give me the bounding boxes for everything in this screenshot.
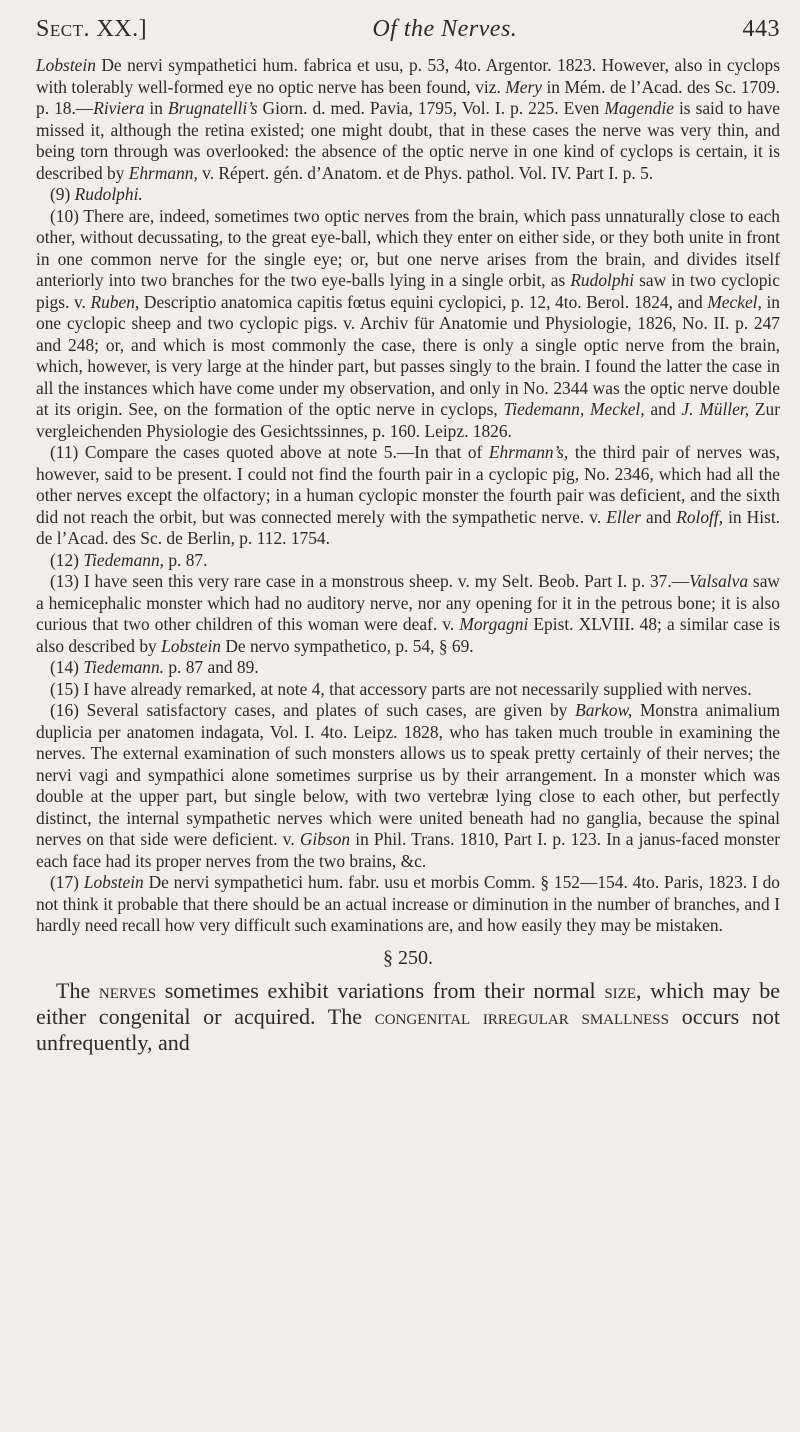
note-16: (16) Several satisfactory cases, and plates of such cases, are given by Barkow, Monstra animalium duplicia per anatomen indagata, Vol. I. 4to. Leipz. 1828, who has taken much trouble in examining the nerves. The external examination of such monsters allows us to speak pretty certainly of their nerves; the nervi vagi and sympathici alone sometimes surprise us by their arrangement. In a monster which was double at the upper part, but single below, with two vertebræ lying close to each other, but perfectly distinct, the internal sympathetic nerves which were united beneath had no ganglia, because the spinal nerves on that side were deficient. v. Gibson in Phil. Trans. 1810, Part I. p. 123. In a janus-faced monster each face had its proper nerves from the two brains, &c. xyxy=(36,700,781,871)
note-10: (10) There are, indeed, sometimes two optic nerves from the brain, which pass unnaturally close to each other, without decussating, to the great eye-ball, which they enter on either side, or they both unite in front in one common nerve for the single eye; or, but one nerve arises from the brain, and divides itself anteriorly into two branches for the two eye-balls lying in a single orbit, as Rudolphi saw in two cyclopic pigs. v. Ruben, Descriptio anatomica capitis fœtus equini cyclopici, p. 12, 4to. Berol. 1824, and Meckel, in one cyclopic sheep and two cyclopic pigs. v. Archiv für Anatomie und Physiologie, 1826, No. II. p. 247 and 248; or, and which is most commonly the case, there is only a single optic nerve from the brain, which, however, is very large at the hinder part, but passes singly to the brain. I found the latter the case in all the instances which have come under my observation, and only in No. 2344 was the optic nerve double at its origin. See, on the formation of the optic nerve in cyclops, Tiedemann, Meckel, and J. Müller, Zur vergleichenden Physiologie des Gesichtssinnes, p. 160. Leipz. 1826. xyxy=(36,205,780,441)
footnotes xyxy=(36,55,780,937)
note-13: (13) I have seen this very rare case in a monstrous sheep. v. my Selt. Beob. Part I. p. 37.—Valsalva saw a hemicephalic monster which had no auditory nerve, nor any opening for it in the petrous bone; it is also curious that two other children of this woman were deaf. v. Morgagni Epist. XLVIII. 48; a similar case is also described by Lobstein De nervo sympathetico, p. 54, § 69. xyxy=(36,571,780,656)
note-continuation: Lobstein De nervi sympathetici hum. fabrica et usu, p. 53, 4to. Argentor. 1823. However, also in cyclops with tolerably well-formed eye no optic nerve has been found, viz. Mery in Mém. de l’Acad. des Sc. 1709. p. 18.—Riviera in Brugnatelli’s Giorn. d. med. Pavia, 1795, Vol. I. p. 225. Even Magendie is said to have missed it, although the retina existed; one might doubt, that in these cases the nerve was very thin, and being torn through was overlooked: the absence of the optic nerve in one kind of cyclops is certain, it is described by Ehrmann, v. Répert. gén. d’Anatom. et de Phys. pathol. Vol. IV. Part I. p. 5. xyxy=(36,55,780,183)
section-reference: Sect. XX.] xyxy=(36,16,148,42)
note-15: (15) I have already remarked, at note 4, that accessory parts are not necessarily supplied with nerves. xyxy=(50,678,752,699)
page-number: 443 xyxy=(742,16,780,42)
section-heading: § 250. xyxy=(383,946,433,969)
note-9: (9) Rudolphi. xyxy=(50,184,143,204)
running-head xyxy=(36,16,780,43)
main-paragraph: The nerves sometimes exhibit variations from their normal size, which may be either congenital or acquired. The congenital irregular smallness occurs not unfrequently, and xyxy=(36,977,780,1055)
note-14: (14) Tiedemann. p. 87 and 89. xyxy=(50,657,259,677)
note-12: (12) Tiedemann, p. 87. xyxy=(50,549,208,570)
note-17: (17) Lobstein De nervi sympathetici hum. fabr. usu et morbis Comm. § 152—154. 4to. Paris, 1823. I do not think it probable that there should be an actual increase or diminution in the number of branches, and I hardly need recall how very difficult such examinations are, and how easily they may be mistaken. xyxy=(36,872,780,935)
note-11: (11) Compare the cases quoted above at note 5.—In that of Ehrmann’s, the third pair of nerves was, however, said to be present. I could not find the fourth pair in a cyclopic pig, No. 2346, which had all the other nerves except the olfactory; in a human cyclopic monster the fourth pair was deficient, and the sixth did not reach the orbit, but was connected merely with the sympathetic nerve. v. Eller and Roloff, in Hist. de l’Acad. des Sc. de Berlin, p. 112. 1754. xyxy=(36,442,781,548)
chapter-title: Of the Nerves. xyxy=(372,16,518,42)
